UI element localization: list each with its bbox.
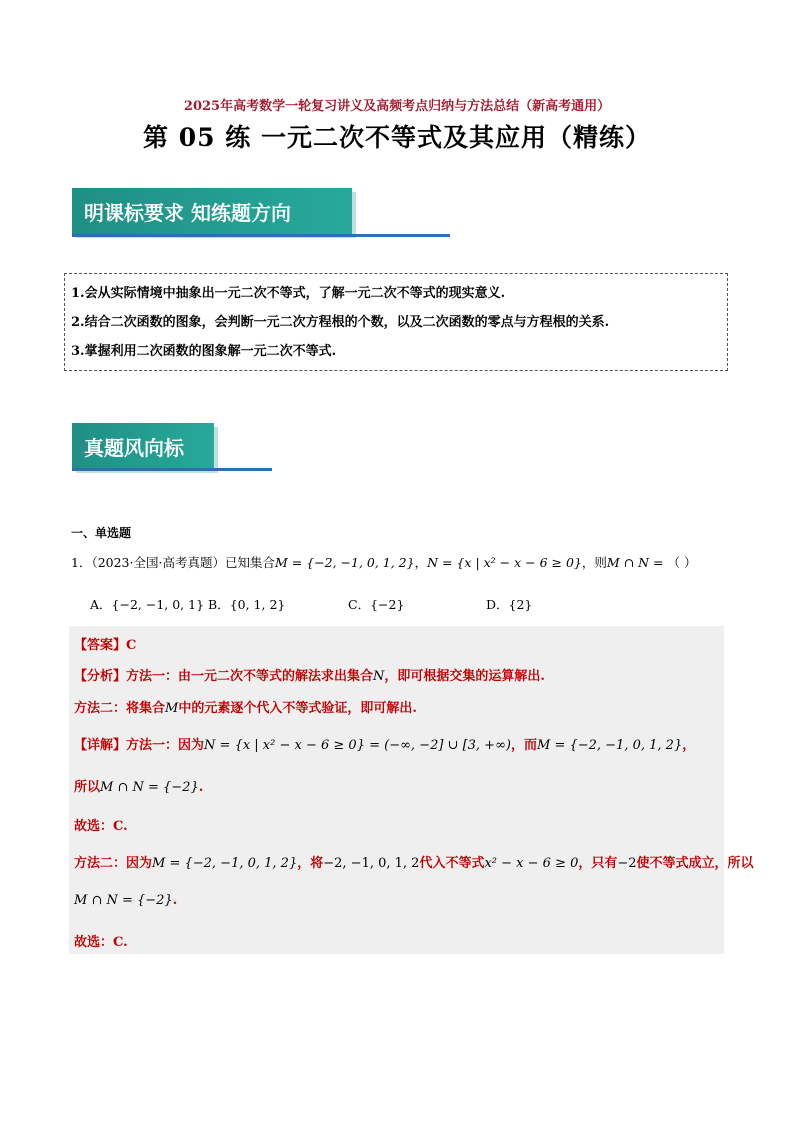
question-number: 1． xyxy=(71,555,92,570)
option-a: A．{−2, −1, 0, 1} xyxy=(90,597,205,612)
final-expression-line: M ∩ N = {−2}. xyxy=(74,893,178,908)
objective-item: 1.会从实际情境中抽象出一元二次不等式，了解一元二次不等式的现实意义. xyxy=(71,286,506,301)
answer-tag: 【答案】 xyxy=(74,638,127,653)
choice-line: 故选：C. xyxy=(74,819,128,834)
option-d: D．{2} xyxy=(486,597,533,612)
question-source: （2023·全国·高考真题）已知集合 xyxy=(91,555,275,570)
question-type-heading: 一、单选题 xyxy=(71,526,132,540)
objectives-box xyxy=(64,273,728,371)
document-title: 第 05 练 一元二次不等式及其应用（精练） xyxy=(143,123,651,152)
question-ask: ，则 xyxy=(581,555,607,570)
section-underline xyxy=(72,468,272,471)
section-heading-exam-trends: 真题风向标 xyxy=(72,423,214,469)
choice-line: 故选：C. xyxy=(74,935,128,950)
method-two-summary: 方法二：将集合M中的元素逐个代入不等式验证，即可解出. xyxy=(74,701,417,716)
answer-value: C xyxy=(126,638,137,653)
section-underline xyxy=(72,234,450,237)
method-two-line: 方法二：因为M = {−2, −1, 0, 1, 2}，将−2, −1, 0, 1, 2代入不等式x² − x − 6 ≥ 0，只有−2使不等式成立，所以 xyxy=(74,856,754,871)
document-subtitle: 2025年高考数学一轮复习讲义及高频考点归纳与方法总结（新高考通用） xyxy=(183,99,611,114)
set-n-expression: N = {x | x² − x − 6 ≥ 0} xyxy=(427,555,582,570)
analysis-tag: 【分析】 xyxy=(74,669,127,684)
detail-tag: 【详解】 xyxy=(74,738,127,753)
option-c: C．{−2} xyxy=(348,597,405,612)
detail-line: 【详解】方法一：因为N = {x | x² − x − 6 ≥ 0} = (−∞, −2] ∪ [3, +∞)，而M = {−2, −1, 0, 1, 2}， xyxy=(74,738,696,753)
section-heading-standards: 明课标要求 知练题方向 xyxy=(72,188,352,234)
answer-line xyxy=(74,634,136,653)
conclusion-line: 所以M ∩ N = {−2}. xyxy=(74,780,204,795)
question-ask-end: = （ ） xyxy=(649,555,697,570)
question-stem xyxy=(71,553,696,571)
option-b: B．{0, 1, 2} xyxy=(208,597,286,612)
analysis-line: 【分析】方法一：由一元二次不等式的解法求出集合N，即可根据交集的运算解出. xyxy=(74,669,545,684)
question-separator: ， xyxy=(414,555,428,570)
objective-item: 2.结合二次函数的图象，会判断一元二次方程根的个数，以及二次函数的零点与方程根的关系. xyxy=(71,315,610,330)
intersection-expression: M ∩ N xyxy=(606,555,650,570)
set-m-expression: M = {−2, −1, 0, 1, 2} xyxy=(274,555,415,570)
objective-item: 3.掌握利用二次函数的图象解一元二次不等式. xyxy=(71,344,337,359)
